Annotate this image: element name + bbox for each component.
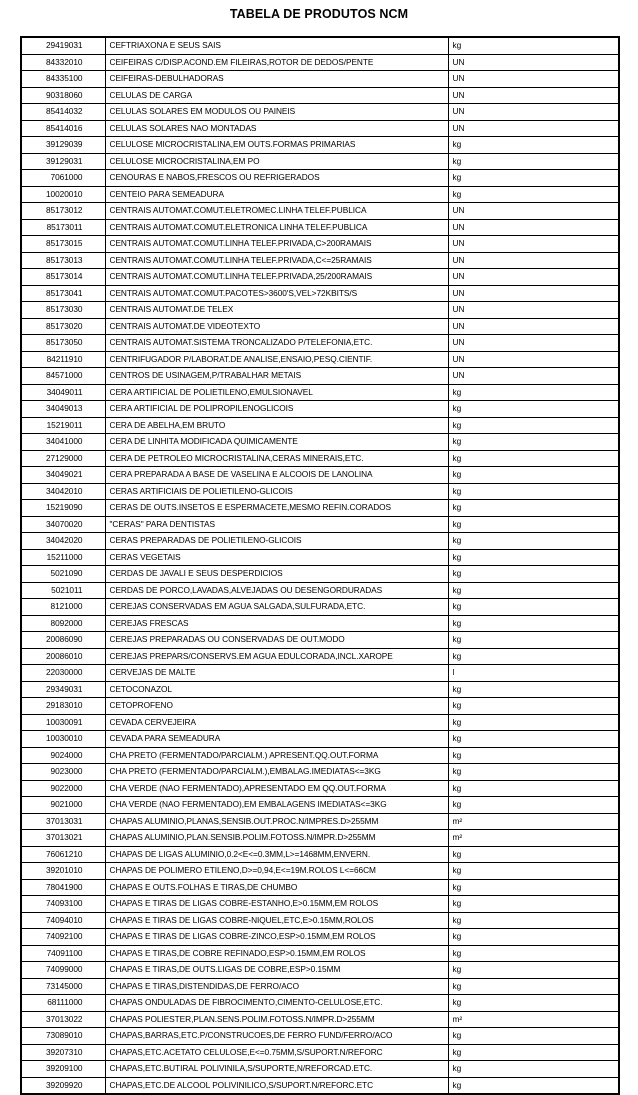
description-cell: CEREJAS FRESCAS xyxy=(105,615,448,632)
description-cell: CENTROS DE USINAGEM,P/TRABALHAR METAIS xyxy=(105,368,448,385)
unit-cell: kg xyxy=(448,747,619,764)
table-row xyxy=(21,302,619,319)
description-cell: CHAPAS E TIRAS DE LIGAS COBRE-ZINCO,ESP>0.15MM,EM ROLOS xyxy=(105,929,448,946)
unit-cell: kg xyxy=(448,698,619,715)
ncm-code-cell: 27129000 xyxy=(21,450,105,467)
ncm-code-cell: 8121000 xyxy=(21,599,105,616)
description-cell: CERA DE PETROLEO MICROCRISTALINA,CERAS MINERAIS,ETC. xyxy=(105,450,448,467)
unit-cell: kg xyxy=(448,648,619,665)
unit-cell: kg xyxy=(448,417,619,434)
description-cell: CERDAS DE PORCO,LAVADAS,ALVEJADAS OU DESENGORDURADAS xyxy=(105,582,448,599)
unit-cell: UN xyxy=(448,219,619,236)
ncm-code-cell: 84335100 xyxy=(21,71,105,88)
ncm-code-cell: 34049021 xyxy=(21,467,105,484)
table-row xyxy=(21,797,619,814)
description-cell: CELULAS SOLARES NAO MONTADAS xyxy=(105,120,448,137)
table-row xyxy=(21,681,619,698)
description-cell: CETOPROFENO xyxy=(105,698,448,715)
description-cell: CELULAS DE CARGA xyxy=(105,87,448,104)
unit-cell: UN xyxy=(448,203,619,220)
description-cell: CHAPAS E TIRAS DE LIGAS COBRE-ESTANHO,E>0.15MM,EM ROLOS xyxy=(105,896,448,913)
description-cell: CEIFEIRAS C/DISP.ACOND.EM FILEIRAS,ROTOR DE DEDOS/PENTE xyxy=(105,54,448,71)
ncm-code-cell: 7061000 xyxy=(21,170,105,187)
table-row xyxy=(21,71,619,88)
unit-cell: kg xyxy=(448,995,619,1012)
table-row xyxy=(21,945,619,962)
unit-cell: kg xyxy=(448,764,619,781)
description-cell: CELULOSE MICROCRISTALINA,EM PO xyxy=(105,153,448,170)
table-row xyxy=(21,137,619,154)
ncm-code-cell: 85173012 xyxy=(21,203,105,220)
table-row xyxy=(21,846,619,863)
table-row xyxy=(21,54,619,71)
ncm-code-cell: 39129031 xyxy=(21,153,105,170)
description-cell: CERA DE ABELHA,EM BRUTO xyxy=(105,417,448,434)
unit-cell: UN xyxy=(448,302,619,319)
unit-cell: kg xyxy=(448,780,619,797)
ncm-code-cell: 39129039 xyxy=(21,137,105,154)
description-cell: CENTRAIS AUTOMAT.COMUT.ELETROMEC.LINHA TELEF.PUBLICA xyxy=(105,203,448,220)
table-row xyxy=(21,599,619,616)
description-cell: CENTRAIS AUTOMAT.DE TELEX xyxy=(105,302,448,319)
description-cell: CETOCONAZOL xyxy=(105,681,448,698)
ncm-code-cell: 74093100 xyxy=(21,896,105,913)
unit-cell: kg xyxy=(448,681,619,698)
ncm-code-cell: 5021090 xyxy=(21,566,105,583)
description-cell: CERA ARTIFICIAL DE POLIETILENO,EMULSIONAVEL xyxy=(105,384,448,401)
page-title: TABELA DE PRODUTOS NCM xyxy=(229,7,409,21)
description-cell: CHAPAS E TIRAS,DE COBRE REFINADO,ESP>0.15MM,EM ROLOS xyxy=(105,945,448,962)
unit-cell: kg xyxy=(448,434,619,451)
table-row xyxy=(21,830,619,847)
unit-cell: kg xyxy=(448,896,619,913)
table-row xyxy=(21,731,619,748)
ncm-code-cell: 29419031 xyxy=(21,37,105,54)
description-cell: CHA VERDE (NAO FERMENTADO),EM EMBALAGENS IMEDIATAS<=3KG xyxy=(105,797,448,814)
description-cell: CELULAS SOLARES EM MODULOS OU PAINEIS xyxy=(105,104,448,121)
description-cell: CERAS PREPARADAS DE POLIETILENO-GLICOIS xyxy=(105,533,448,550)
description-cell: CHAPAS,ETC.ACETATO CELULOSE,E<=0.75MM,S/SUPORT.N/REFORC xyxy=(105,1044,448,1061)
ncm-code-cell: 5021011 xyxy=(21,582,105,599)
table-row xyxy=(21,384,619,401)
description-cell: CHAPAS E TIRAS,DISTENDIDAS,DE FERRO/ACO xyxy=(105,978,448,995)
table-row xyxy=(21,450,619,467)
table-row xyxy=(21,37,619,54)
table-row xyxy=(21,978,619,995)
ncm-code-cell: 85173014 xyxy=(21,269,105,286)
description-cell: CENTRAIS AUTOMAT.SISTEMA TRONCALIZADO P/TELEFONIA,ETC. xyxy=(105,335,448,352)
table-row xyxy=(21,912,619,929)
description-cell: CHAPAS E OUTS.FOLHAS E TIRAS,DE CHUMBO xyxy=(105,879,448,896)
unit-cell: kg xyxy=(448,516,619,533)
table-row xyxy=(21,632,619,649)
unit-cell: kg xyxy=(448,846,619,863)
unit-cell: UN xyxy=(448,285,619,302)
unit-cell: kg xyxy=(448,615,619,632)
description-cell: CERA ARTIFICIAL DE POLIPROPILENOGLICOIS xyxy=(105,401,448,418)
table-row xyxy=(21,318,619,335)
table-row xyxy=(21,747,619,764)
ncm-code-cell: 73089010 xyxy=(21,1028,105,1045)
ncm-code-cell: 20086010 xyxy=(21,648,105,665)
description-cell: CERAS VEGETAIS xyxy=(105,549,448,566)
table-row xyxy=(21,467,619,484)
ncm-code-cell: 29183010 xyxy=(21,698,105,715)
description-cell: CELULOSE MICROCRISTALINA,EM OUTS.FORMAS PRIMARIAS xyxy=(105,137,448,154)
table-row xyxy=(21,203,619,220)
products-table xyxy=(20,36,620,1095)
table-row xyxy=(21,170,619,187)
table-row xyxy=(21,764,619,781)
ncm-code-cell: 34042010 xyxy=(21,483,105,500)
ncm-code-cell: 34042020 xyxy=(21,533,105,550)
unit-cell: kg xyxy=(448,1061,619,1078)
ncm-code-cell: 34070020 xyxy=(21,516,105,533)
ncm-code-cell: 39209100 xyxy=(21,1061,105,1078)
description-cell: CEFTRIAXONA E SEUS SAIS xyxy=(105,37,448,54)
table-row xyxy=(21,516,619,533)
unit-cell: UN xyxy=(448,54,619,71)
table-row xyxy=(21,500,619,517)
unit-cell: UN xyxy=(448,252,619,269)
ncm-code-cell: 9023000 xyxy=(21,764,105,781)
description-cell: CEREJAS CONSERVADAS EM AGUA SALGADA,SULFURADA,ETC. xyxy=(105,599,448,616)
ncm-code-cell: 85173041 xyxy=(21,285,105,302)
table-row xyxy=(21,120,619,137)
unit-cell: kg xyxy=(448,450,619,467)
table-row xyxy=(21,236,619,253)
unit-cell: UN xyxy=(448,236,619,253)
description-cell: CENTRAIS AUTOMAT.DE VIDEOTEXTO xyxy=(105,318,448,335)
unit-cell: kg xyxy=(448,863,619,880)
unit-cell: UN xyxy=(448,104,619,121)
unit-cell: UN xyxy=(448,335,619,352)
table-row xyxy=(21,285,619,302)
description-cell: CHA VERDE (NAO FERMENTADO),APRESENTADO EM QQ.OUT.FORMA xyxy=(105,780,448,797)
description-cell: CHA PRETO (FERMENTADO/PARCIALM.),EMBALAG.IMEDIATAS<=3KG xyxy=(105,764,448,781)
description-cell: CHAPAS,BARRAS,ETC.P/CONSTRUCOES,DE FERRO FUND/FERRO/ACO xyxy=(105,1028,448,1045)
description-cell: CHAPAS ONDULADAS DE FIBROCIMENTO,CIMENTO-CELULOSE,ETC. xyxy=(105,995,448,1012)
description-cell: CERA DE LINHITA MODIFICADA QUIMICAMENTE xyxy=(105,434,448,451)
description-cell: CHAPAS E TIRAS DE LIGAS COBRE-NIQUEL,ETC,E>0.15MM,ROLOS xyxy=(105,912,448,929)
ncm-code-cell: 37013021 xyxy=(21,830,105,847)
ncm-code-cell: 15211000 xyxy=(21,549,105,566)
unit-cell: l xyxy=(448,665,619,682)
ncm-code-cell: 22030000 xyxy=(21,665,105,682)
products-table-body xyxy=(21,37,619,1094)
unit-cell: UN xyxy=(448,71,619,88)
unit-cell: kg xyxy=(448,170,619,187)
ncm-code-cell: 10020010 xyxy=(21,186,105,203)
table-row xyxy=(21,153,619,170)
description-cell: CHAPAS ALUMINIO,PLAN.SENSIB.POLIM.FOTOSS.N/IMPR.D>255MM xyxy=(105,830,448,847)
table-row xyxy=(21,582,619,599)
ncm-code-cell: 8092000 xyxy=(21,615,105,632)
table-row xyxy=(21,549,619,566)
ncm-code-cell: 20086090 xyxy=(21,632,105,649)
table-row xyxy=(21,863,619,880)
unit-cell: kg xyxy=(448,962,619,979)
ncm-code-cell: 68111000 xyxy=(21,995,105,1012)
ncm-code-cell: 85173013 xyxy=(21,252,105,269)
table-row xyxy=(21,813,619,830)
table-row xyxy=(21,665,619,682)
table-row xyxy=(21,615,619,632)
unit-cell: kg xyxy=(448,533,619,550)
ncm-code-cell: 10030091 xyxy=(21,714,105,731)
description-cell: "CERAS" PARA DENTISTAS xyxy=(105,516,448,533)
unit-cell: kg xyxy=(448,549,619,566)
table-row xyxy=(21,1061,619,1078)
table-row xyxy=(21,335,619,352)
ncm-code-cell: 84332010 xyxy=(21,54,105,71)
unit-cell: kg xyxy=(448,912,619,929)
unit-cell: kg xyxy=(448,945,619,962)
description-cell: CHA PRETO (FERMENTADO/PARCIALM.) APRESENT.QQ.OUT.FORMA xyxy=(105,747,448,764)
ncm-code-cell: 34049011 xyxy=(21,384,105,401)
description-cell: CEREJAS PREPARADAS OU CONSERVADAS DE OUT.MODO xyxy=(105,632,448,649)
table-row xyxy=(21,879,619,896)
unit-cell: kg xyxy=(448,483,619,500)
ncm-code-cell: 74094010 xyxy=(21,912,105,929)
unit-cell: kg xyxy=(448,582,619,599)
table-row xyxy=(21,896,619,913)
ncm-code-cell: 10030010 xyxy=(21,731,105,748)
ncm-code-cell: 15219011 xyxy=(21,417,105,434)
description-cell: CENTEIO PARA SEMEADURA xyxy=(105,186,448,203)
ncm-code-cell: 37013022 xyxy=(21,1011,105,1028)
ncm-code-cell: 85173020 xyxy=(21,318,105,335)
description-cell: CERAS DE OUTS.INSETOS E ESPERMACETE,MESMO REFIN.CORADOS xyxy=(105,500,448,517)
unit-cell: kg xyxy=(448,797,619,814)
unit-cell: kg xyxy=(448,153,619,170)
table-row xyxy=(21,186,619,203)
ncm-code-cell: 74092100 xyxy=(21,929,105,946)
description-cell: CENTRAIS AUTOMAT.COMUT.LINHA TELEF.PRIVADA,C>200RAMAIS xyxy=(105,236,448,253)
table-row xyxy=(21,252,619,269)
ncm-code-cell: 9022000 xyxy=(21,780,105,797)
ncm-code-cell: 15219090 xyxy=(21,500,105,517)
unit-cell: kg xyxy=(448,500,619,517)
table-row xyxy=(21,434,619,451)
description-cell: CERA PREPARADA A BASE DE VASELINA E ALCOOIS DE LANOLINA xyxy=(105,467,448,484)
table-row xyxy=(21,929,619,946)
ncm-code-cell: 85173011 xyxy=(21,219,105,236)
description-cell: CHAPAS POLIESTER,PLAN.SENS.POLIM.FOTOSS.N/IMPR.D>255MM xyxy=(105,1011,448,1028)
unit-cell: kg xyxy=(448,1028,619,1045)
unit-cell: UN xyxy=(448,87,619,104)
ncm-code-cell: 90318060 xyxy=(21,87,105,104)
table-row xyxy=(21,417,619,434)
unit-cell: kg xyxy=(448,384,619,401)
unit-cell: kg xyxy=(448,632,619,649)
description-cell: CEREJAS PREPARS/CONSERVS.EM AGUA EDULCORADA,INCL.XAROPE xyxy=(105,648,448,665)
description-cell: CERAS ARTIFICIAIS DE POLIETILENO-GLICOIS xyxy=(105,483,448,500)
unit-cell: kg xyxy=(448,978,619,995)
unit-cell: m² xyxy=(448,830,619,847)
table-row xyxy=(21,714,619,731)
ncm-code-cell: 85173015 xyxy=(21,236,105,253)
table-row xyxy=(21,351,619,368)
unit-cell: kg xyxy=(448,599,619,616)
description-cell: CENTRAIS AUTOMAT.COMUT.ELETRONICA LINHA TELEF.PUBLICA xyxy=(105,219,448,236)
description-cell: CHAPAS DE LIGAS ALUMINIO,0.2<E<=0.3MM,L>=1468MM,ENVERN. xyxy=(105,846,448,863)
description-cell: CERVEJAS DE MALTE xyxy=(105,665,448,682)
ncm-code-cell: 74099000 xyxy=(21,962,105,979)
description-cell: CENOURAS E NABOS,FRESCOS OU REFRIGERADOS xyxy=(105,170,448,187)
unit-cell: kg xyxy=(448,731,619,748)
description-cell: CENTRAIS AUTOMAT.COMUT.LINHA TELEF.PRIVADA,C<=25RAMAIS xyxy=(105,252,448,269)
table-row xyxy=(21,962,619,979)
ncm-code-cell: 85173050 xyxy=(21,335,105,352)
ncm-code-cell: 85173030 xyxy=(21,302,105,319)
ncm-code-cell: 76061210 xyxy=(21,846,105,863)
unit-cell: m² xyxy=(448,813,619,830)
description-cell: CHAPAS DE POLIMERO ETILENO,D>=0,94,E<=19M.ROLOS L<=66CM xyxy=(105,863,448,880)
table-row xyxy=(21,533,619,550)
description-cell: CEVADA CERVEJEIRA xyxy=(105,714,448,731)
ncm-code-cell: 73145000 xyxy=(21,978,105,995)
unit-cell: kg xyxy=(448,186,619,203)
description-cell: CENTRAIS AUTOMAT.COMUT.PACOTES>3600'S,VEL>72KBITS/S xyxy=(105,285,448,302)
unit-cell: kg xyxy=(448,137,619,154)
unit-cell: kg xyxy=(448,1044,619,1061)
table-row xyxy=(21,1028,619,1045)
ncm-code-cell: 9024000 xyxy=(21,747,105,764)
unit-cell: kg xyxy=(448,37,619,54)
ncm-code-cell: 85414032 xyxy=(21,104,105,121)
description-cell: CHAPAS,ETC.DE ALCOOL POLIVINILICO,S/SUPORT.N/REFORC.ETC xyxy=(105,1077,448,1094)
ncm-code-cell: 34041000 xyxy=(21,434,105,451)
ncm-code-cell: 39207310 xyxy=(21,1044,105,1061)
products-table-wrapper xyxy=(20,36,618,1095)
table-row xyxy=(21,269,619,286)
ncm-code-cell: 29349031 xyxy=(21,681,105,698)
description-cell: CENTRAIS AUTOMAT.COMUT.LINHA TELEF.PRIVADA,25/200RAMAIS xyxy=(105,269,448,286)
description-cell: CHAPAS,ETC.BUTIRAL POLIVINILA,S/SUPORTE,N/REFORCAD.ETC. xyxy=(105,1061,448,1078)
table-row xyxy=(21,780,619,797)
table-row xyxy=(21,698,619,715)
table-row xyxy=(21,1011,619,1028)
table-row xyxy=(21,368,619,385)
ncm-code-cell: 39201010 xyxy=(21,863,105,880)
description-cell: CERDAS DE JAVALI E SEUS DESPERDICIOS xyxy=(105,566,448,583)
unit-cell: UN xyxy=(448,120,619,137)
table-row xyxy=(21,219,619,236)
description-cell: CHAPAS ALUMINIO,PLANAS,SENSIB.OUT.PROC.N/IMPRES.D>255MM xyxy=(105,813,448,830)
ncm-code-cell: 74091100 xyxy=(21,945,105,962)
unit-cell: kg xyxy=(448,929,619,946)
ncm-code-cell: 78041900 xyxy=(21,879,105,896)
ncm-code-cell: 84211910 xyxy=(21,351,105,368)
table-row xyxy=(21,104,619,121)
ncm-code-cell: 37013031 xyxy=(21,813,105,830)
unit-cell: UN xyxy=(448,318,619,335)
description-cell: CENTRIFUGADOR P/LABORAT.DE ANALISE,ENSAIO,PESQ.CIENTIF. xyxy=(105,351,448,368)
unit-cell: kg xyxy=(448,1077,619,1094)
unit-cell: UN xyxy=(448,269,619,286)
description-cell: CEVADA PARA SEMEADURA xyxy=(105,731,448,748)
unit-cell: m² xyxy=(448,1011,619,1028)
description-cell: CEIFEIRAS-DEBULHADORAS xyxy=(105,71,448,88)
unit-cell: kg xyxy=(448,401,619,418)
ncm-code-cell: 34049013 xyxy=(21,401,105,418)
unit-cell: kg xyxy=(448,879,619,896)
table-row xyxy=(21,648,619,665)
table-row xyxy=(21,995,619,1012)
unit-cell: kg xyxy=(448,714,619,731)
ncm-code-cell: 85414016 xyxy=(21,120,105,137)
table-row xyxy=(21,1077,619,1094)
unit-cell: UN xyxy=(448,368,619,385)
table-row xyxy=(21,1044,619,1061)
ncm-code-cell: 9021000 xyxy=(21,797,105,814)
table-row xyxy=(21,87,619,104)
unit-cell: kg xyxy=(448,566,619,583)
table-row xyxy=(21,401,619,418)
table-row xyxy=(21,566,619,583)
description-cell: CHAPAS E TIRAS,DE OUTS.LIGAS DE COBRE,ESP>0.15MM xyxy=(105,962,448,979)
ncm-code-cell: 39209920 xyxy=(21,1077,105,1094)
unit-cell: kg xyxy=(448,467,619,484)
unit-cell: UN xyxy=(448,351,619,368)
ncm-code-cell: 84571000 xyxy=(21,368,105,385)
table-row xyxy=(21,483,619,500)
